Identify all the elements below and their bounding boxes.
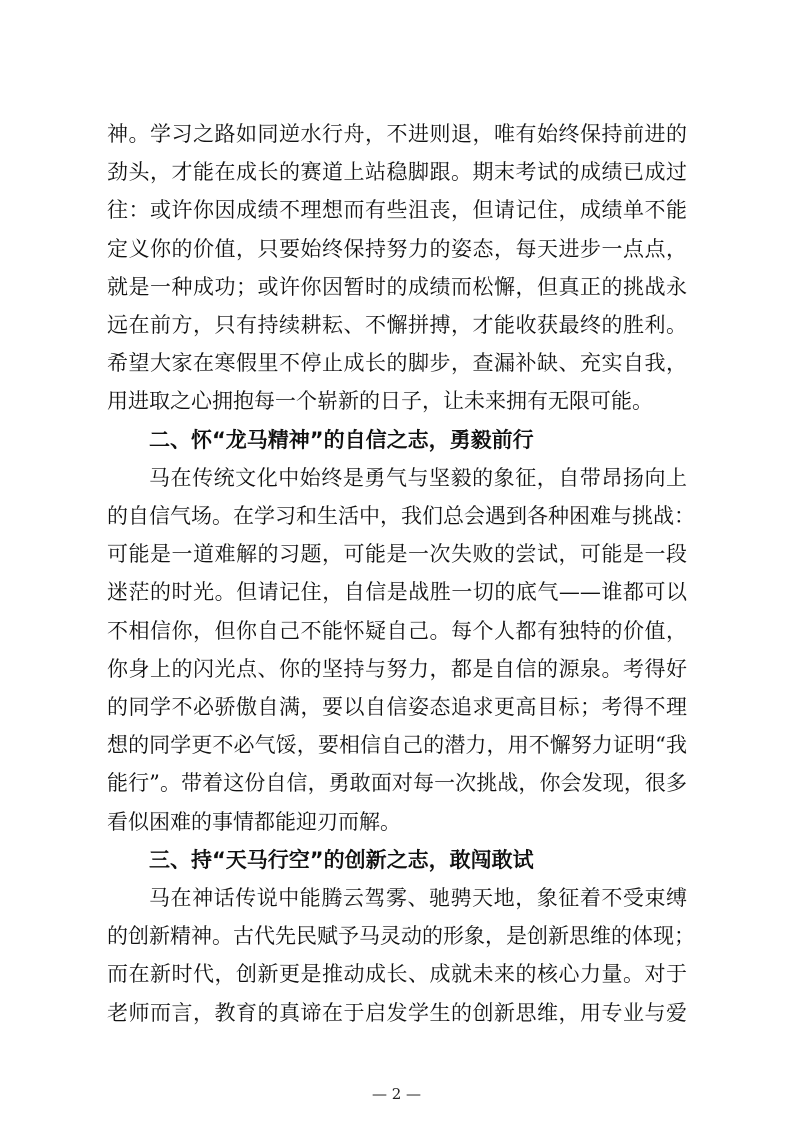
- text-line: 马在神话传说中能腾云驾雾、驰骋天地，象征着不受束缚: [149, 886, 687, 910]
- text-line: 而在新时代，创新更是推动成长、成就未来的核心力量。对于: [107, 962, 687, 987]
- text-line: 迷茫的时光。但请记住，自信是战胜一切的底气——谁都可以: [107, 580, 687, 605]
- text-line: 老师而言，教育的真谛在于启发学生的创新思维，用专业与爱: [107, 1000, 687, 1025]
- text-line: 的自信气场。在学习和生活中，我们总会遇到各种困难与挑战：: [107, 504, 695, 528]
- text-line: 可能是一道难解的习题，可能是一次失败的尝试，可能是一段: [107, 542, 687, 567]
- text-line: 不相信你，但你自己不能怀疑自己。每个人都有独特的价值，: [107, 618, 687, 643]
- text-line: 定义你的价值，只要始终保持努力的姿态，每天进步一点点，: [107, 236, 687, 261]
- text-line: 劲头，才能在成长的赛道上站稳脚跟。期末考试的成绩已成过: [107, 160, 687, 185]
- text-line: 用进取之心拥抱每一个崭新的日子，让未来拥有无限可能。: [107, 389, 653, 414]
- text-line: 神。学习之路如同逆水行舟，不进则退，唯有始终保持前进的: [107, 122, 687, 146]
- text-line: 看似困难的事情都能迎刃而解。: [107, 809, 401, 834]
- text-line: 的同学不必骄傲自满，要以自信姿态追求更高目标；考得不理: [107, 695, 687, 719]
- text-line: 马在传统文化中始终是勇气与坚毅的象征，自带昂扬向上: [149, 465, 687, 490]
- section-heading: 二、怀“龙马精神”的自信之志，勇毅前行: [149, 427, 534, 452]
- text-line: 你身上的闪光点、你的坚持与努力，都是自信的源泉。考得好: [107, 656, 687, 681]
- text-line: 能行”。带着这份自信，勇敢面对每一次挑战，你会发现，很多: [107, 771, 687, 796]
- text-line: 就是一种成功；或许你因暂时的成绩而松懈，但真正的挑战永: [107, 274, 687, 299]
- text-line: 远在前方，只有持续耕耘、不懈拼搏，才能收获最终的胜利。: [107, 313, 687, 337]
- text-line: 想的同学更不必气馁，要相信自己的潜力，用不懈努力证明“我: [107, 733, 687, 758]
- section-heading: 三、持“天马行空”的创新之志，敢闯敢试: [149, 847, 534, 872]
- text-line: 的创新精神。古代先民赋予马灵动的形象，是创新思维的体现；: [107, 924, 695, 949]
- text-line: 希望大家在寒假里不停止成长的脚步，查漏补缺、充实自我，: [107, 351, 687, 376]
- text-line: 往：或许你因成绩不理想而有些沮丧，但请记住，成绩单不能: [107, 198, 687, 223]
- page-number: — 2 —: [371, 1085, 422, 1103]
